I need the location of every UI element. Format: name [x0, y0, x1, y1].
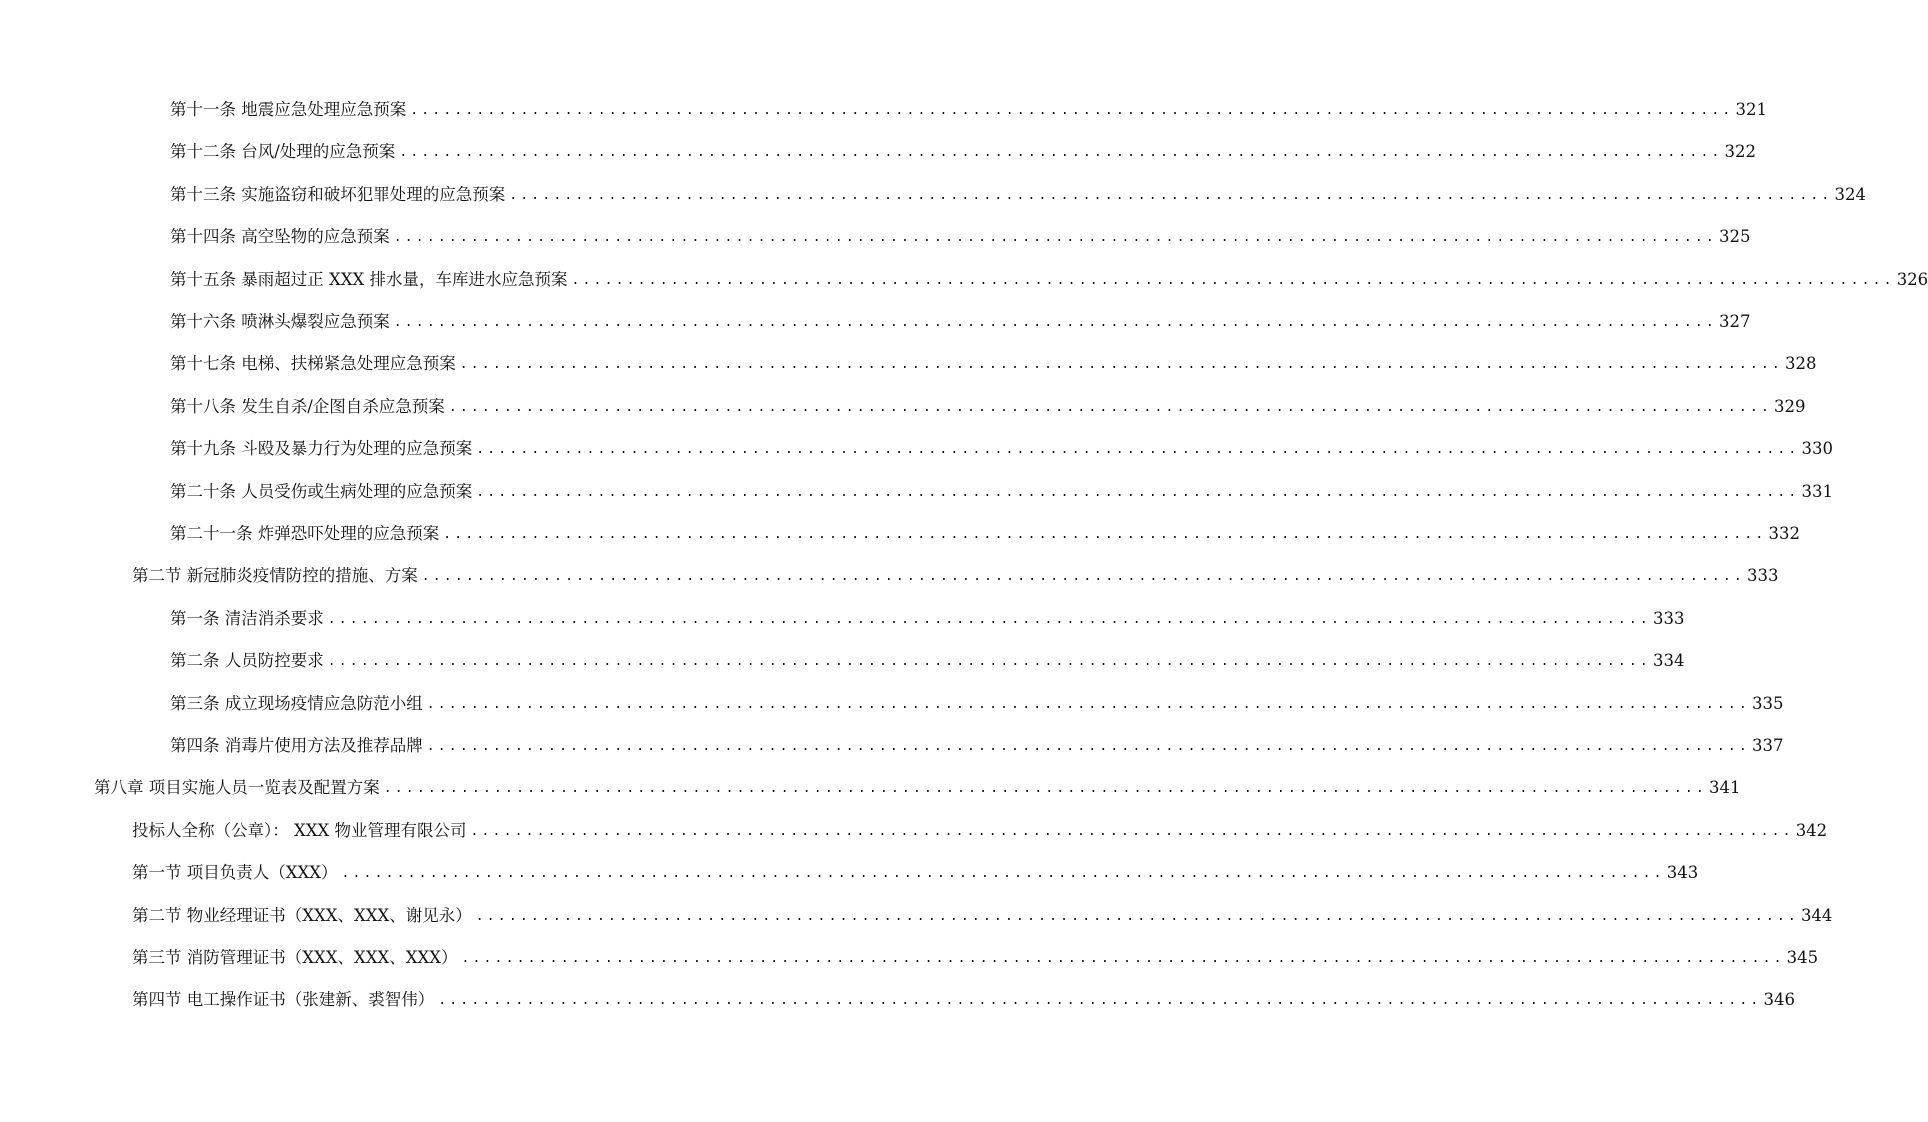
toc-entry-title: 第二节 物业经理证书（XXX、XXX、谢见永） — [132, 905, 472, 925]
toc-entry[interactable] — [170, 266, 1928, 294]
toc-entry-title: 第十九条 斗殴及暴力行为处理的应急预案 — [170, 439, 473, 459]
toc-page-number: 332 — [1768, 524, 1800, 543]
toc-entry-title: 第十四条 高空坠物的应急预案 — [170, 227, 390, 247]
toc-entry[interactable] — [132, 902, 1833, 930]
toc-entry-title: 第十八条 发生自杀/企图自杀应急预案 — [170, 396, 445, 416]
toc-entry[interactable] — [170, 520, 1800, 548]
toc-page-number: 330 — [1801, 439, 1833, 459]
toc-entry[interactable] — [170, 647, 1685, 675]
toc-dot-leader: ........................................................................................................................ — [327, 611, 1651, 627]
toc-page-number: 325 — [1718, 227, 1751, 247]
toc-page-number: 333 — [1746, 566, 1779, 586]
toc-dot-leader: ........................................................................................................................ — [383, 781, 1707, 797]
toc-dot-leader: ........................................................................................................................ — [476, 484, 1800, 500]
toc-entry[interactable] — [170, 690, 1784, 718]
toc-entry[interactable] — [132, 859, 1699, 887]
toc-entry-title: 第二节 新冠肺炎疫情防控的措施、方案 — [132, 566, 418, 586]
toc-dot-leader: ........................................................................................................................ — [476, 442, 1800, 458]
toc-entry[interactable] — [170, 478, 1833, 506]
toc-entry[interactable] — [170, 223, 1751, 251]
toc-entry-title: 第四条 消毒片使用方法及推荐品牌 — [170, 736, 423, 755]
toc-entry[interactable] — [170, 138, 1757, 166]
toc-dot-leader: ........................................................................................................................ — [421, 569, 1745, 585]
toc-entry-title: 第二十条 人员受伤或生病处理的应急预案 — [170, 481, 473, 501]
toc-page-number: 329 — [1774, 396, 1806, 416]
toc-dot-leader: ........................................................................................................................ — [410, 103, 1734, 118]
toc-dot-leader: ........................................................................................................................ — [327, 654, 1651, 670]
toc-dot-leader: ........................................................................................................................ — [393, 315, 1717, 330]
toc-entry[interactable] — [132, 562, 1779, 590]
toc-entry-title: 第二条 人员防控要求 — [170, 651, 324, 671]
toc-page-number: 335 — [1751, 693, 1784, 713]
toc-entry[interactable] — [170, 350, 1817, 378]
toc-page-number: 341 — [1708, 778, 1741, 798]
toc-dot-leader: ........................................................................................................................ — [426, 696, 1750, 712]
toc-page-number: 333 — [1652, 608, 1685, 628]
toc-entry-title: 第十五条 暴雨超过正 XXX 排水量，车库进水应急预案 — [170, 269, 568, 289]
toc-page-number: 324 — [1834, 184, 1866, 204]
toc-entry[interactable] — [132, 944, 1819, 972]
toc-entry[interactable] — [132, 986, 1795, 1014]
toc-entry[interactable] — [94, 774, 1741, 802]
toc-entry[interactable] — [132, 817, 1828, 845]
toc-dot-leader: ........................................................................................................................ — [399, 145, 1723, 161]
toc-page-number: 343 — [1666, 863, 1699, 883]
toc-page-number: 342 — [1795, 820, 1828, 840]
toc-dot-leader: ........................................................................................................................ — [443, 527, 1767, 542]
toc-entry-title: 第一节 项目负责人（XXX） — [132, 863, 338, 883]
toc-entry[interactable] — [170, 181, 1866, 209]
toc-entry-title: 投标人全称（公章）： XXX 物业管理有限公司 — [132, 820, 467, 840]
toc-entry[interactable] — [170, 732, 1784, 760]
toc-entry-title: 第十一条 地震应急处理应急预案 — [170, 100, 407, 119]
toc-page-number: 322 — [1724, 142, 1757, 162]
toc-page-number: 345 — [1786, 948, 1819, 967]
toc-entry[interactable] — [170, 96, 1767, 124]
toc-entry-title: 第十六条 喷淋头爆裂应急预案 — [170, 312, 390, 331]
toc-entry-title: 第十二条 台风/处理的应急预案 — [170, 142, 396, 162]
toc-entry-title: 第十三条 实施盗窃和破坏犯罪处理的应急预案 — [170, 184, 506, 204]
toc-dot-leader: ........................................................................................................................ — [426, 739, 1750, 754]
toc-dot-leader: ........................................................................................................................ — [461, 951, 1785, 966]
toc-dot-leader: ........................................................................................................................ — [509, 187, 1833, 203]
toc-entry[interactable] — [170, 393, 1806, 421]
toc-entry-title: 第三节 消防管理证书（XXX、XXX、XXX） — [132, 948, 458, 967]
toc-page-number: 321 — [1735, 100, 1767, 119]
toc-dot-leader: ........................................................................................................................ — [448, 399, 1773, 415]
toc-entry-title: 第一条 清洁消杀要求 — [170, 608, 324, 628]
toc-entry[interactable] — [170, 435, 1833, 463]
toc-page-number: 344 — [1800, 905, 1833, 925]
toc-page-number: 337 — [1751, 736, 1784, 755]
toc-dot-leader: ........................................................................................................................ — [459, 357, 1783, 373]
toc-entry-title: 第二十一条 炸弹恐吓处理的应急预案 — [170, 524, 440, 543]
toc-entry[interactable] — [170, 308, 1751, 336]
toc-dot-leader: ........................................................................................................................ — [438, 993, 1762, 1009]
toc-entry-title: 第三条 成立现场疫情应急防范小组 — [170, 693, 423, 713]
toc-dot-leader: ........................................................................................................................ — [393, 230, 1717, 246]
toc-entry-title: 第十七条 电梯、扶梯紧急处理应急预案 — [170, 354, 456, 374]
toc-page-number: 334 — [1652, 651, 1685, 671]
toc-page-number: 326 — [1896, 269, 1928, 289]
toc-page-number: 346 — [1763, 990, 1795, 1010]
toc-page-number: 331 — [1801, 481, 1833, 501]
toc-dot-leader: ........................................................................................................................ — [475, 908, 1799, 924]
toc-page-number: 327 — [1718, 312, 1751, 331]
toc-dot-leader: ........................................................................................................................ — [341, 866, 1665, 882]
toc-page-number: 328 — [1784, 354, 1817, 374]
toc-entry-title: 第四节 电工操作证书（张建新、裘智伟） — [132, 990, 435, 1010]
toc-dot-leader: ........................................................................................................................ — [470, 823, 1794, 839]
toc-entry[interactable] — [170, 605, 1685, 633]
toc-dot-leader: ........................................................................................................................ — [571, 272, 1895, 288]
toc-entry-title: 第八章 项目实施人员一览表及配置方案 — [94, 778, 380, 798]
